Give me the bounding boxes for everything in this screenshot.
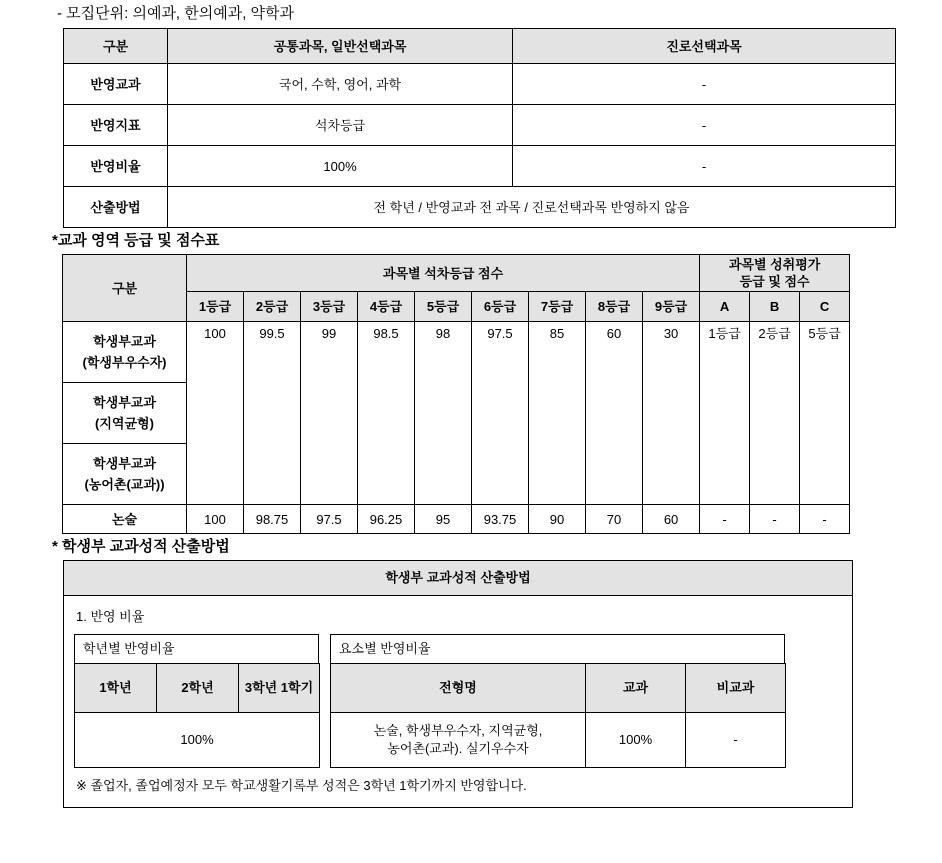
element-ratio-table (330, 663, 786, 768)
table-row (331, 713, 786, 768)
row-label-calculation-method: 산출방법 (64, 187, 168, 228)
cell-essay-rank-5: 95 (415, 505, 472, 534)
cell-essay-rank-8: 70 (586, 505, 643, 534)
grade-ratio-table (74, 663, 320, 768)
cell-admission-type-names (331, 713, 586, 768)
element-ratio-block (330, 634, 786, 768)
row-label-line1: 학생부교과 (93, 456, 156, 471)
recruitment-unit-line: - 모집단위: 의예과, 한의예과, 약학과 (57, 5, 295, 22)
cell-rank-8-merged: 60 (586, 322, 643, 505)
cell-noncurricular-ratio: - (686, 713, 786, 768)
table-row (75, 713, 320, 768)
grade-ratio-block (74, 634, 320, 768)
table-group-header-row (63, 255, 850, 292)
header-rank-4: 4등급 (358, 292, 415, 322)
subject-reflection-table (63, 28, 896, 228)
table-row (63, 505, 850, 534)
admission-type-line2: 농어촌(교과). 실기우수자 (387, 741, 529, 756)
calc-method-section-heading: * 학생부 교과성적 산출방법 (52, 538, 230, 555)
cell-achievement-b-merged: 2등급 (750, 322, 800, 505)
cell-rank-9-merged: 30 (643, 322, 700, 505)
cell-common-reflected-index: 석차등급 (168, 105, 513, 146)
header-division: 구분 (63, 255, 187, 322)
cell-rank-1-merged: 100 (187, 322, 244, 505)
header-group-achievement-line1: 과목별 성취평가 (728, 257, 821, 272)
row-label-line1: 학생부교과 (93, 395, 156, 410)
cell-common-reflected-ratio: 100% (168, 146, 513, 187)
table-row (64, 64, 896, 105)
row-label-essay: 논술 (63, 505, 187, 534)
cell-essay-achievement-b: - (750, 505, 800, 534)
table-row (63, 322, 850, 383)
cell-rank-3-merged: 99 (301, 322, 358, 505)
subject-reflection-table-wrap (0, 28, 942, 228)
header-group-achievement-line2: 등급 및 점수 (739, 274, 810, 289)
cell-career-reflected-index: - (513, 105, 896, 146)
cell-achievement-a-merged: 1등급 (700, 322, 750, 505)
header-common-subjects: 공통과목, 일반선택과목 (168, 29, 513, 64)
calc-body-row (64, 596, 853, 808)
calc-method-table-wrap (0, 560, 942, 808)
calc-title-row (64, 561, 853, 596)
table-header-row (64, 29, 896, 64)
cell-career-reflected-subject: - (513, 64, 896, 105)
calc-method-body (64, 596, 853, 808)
grade-score-section-heading: *교과 영역 등급 및 점수표 (52, 232, 220, 249)
header-rank-2: 2등급 (244, 292, 301, 322)
header-group-rank-score: 과목별 석차등급 점수 (187, 255, 700, 292)
calc-method-table (63, 560, 853, 808)
cell-essay-rank-6: 93.75 (472, 505, 529, 534)
header-rank-1: 1등급 (187, 292, 244, 322)
cell-rank-2-merged: 99.5 (244, 322, 301, 505)
header-achievement-c: C (800, 292, 850, 322)
header-rank-7: 7등급 (529, 292, 586, 322)
header-grade-2: 2학년 (157, 664, 239, 713)
header-admission-type: 전형명 (331, 664, 586, 713)
table-row (64, 105, 896, 146)
table-row (64, 187, 896, 228)
cell-essay-achievement-a: - (700, 505, 750, 534)
calc-method-title: 학생부 교과성적 산출방법 (64, 561, 853, 596)
row-label-student-record-regional (63, 383, 187, 444)
cell-essay-rank-2: 98.75 (244, 505, 301, 534)
grade-ratio-caption: 학년별 반영비율 (74, 634, 319, 663)
calc-method-note: ※ 졸업자, 졸업예정자 모두 학교생활기록부 성적은 3학년 1학기까지 반영합니다. (76, 778, 527, 793)
header-grade-1: 1학년 (75, 664, 157, 713)
header-achievement-b: B (750, 292, 800, 322)
table-header-row (331, 664, 786, 713)
row-label-reflected-subject: 반영교과 (64, 64, 168, 105)
header-rank-5: 5등급 (415, 292, 472, 322)
cell-essay-rank-7: 90 (529, 505, 586, 534)
admission-type-line1: 논술, 학생부우수자, 지역균형, (373, 723, 543, 738)
header-grade-3-sem-1: 3학년 1학기 (239, 664, 320, 713)
grade-score-table-wrap (0, 254, 942, 534)
cell-career-reflected-ratio: - (513, 146, 896, 187)
cell-common-reflected-subject: 국어, 수학, 영어, 과학 (168, 64, 513, 105)
cell-rank-5-merged: 98 (415, 322, 472, 505)
row-label-reflected-ratio: 반영비율 (64, 146, 168, 187)
calc-item1-label: 1. 반영 비율 (76, 609, 145, 624)
row-label-line2: (학생부우수자) (82, 355, 167, 370)
cell-rank-7-merged: 85 (529, 322, 586, 505)
cell-calculation-method: 전 학년 / 반영교과 전 과목 / 진로선택과목 반영하지 않음 (168, 187, 896, 228)
row-label-student-record-rural (63, 444, 187, 505)
header-rank-3: 3등급 (301, 292, 358, 322)
header-noncurricular: 비교과 (686, 664, 786, 713)
row-label-line2: (지역균형) (95, 416, 154, 431)
table-row (64, 146, 896, 187)
cell-essay-rank-4: 96.25 (358, 505, 415, 534)
ratio-tables-group (74, 634, 842, 768)
cell-essay-rank-1: 100 (187, 505, 244, 534)
cell-achievement-c-merged: 5등급 (800, 322, 850, 505)
header-career-subjects: 진로선택과목 (513, 29, 896, 64)
header-rank-6: 6등급 (472, 292, 529, 322)
row-label-student-record-excellence (63, 322, 187, 383)
cell-grade-ratio-value: 100% (75, 713, 320, 768)
row-label-reflected-index: 반영지표 (64, 105, 168, 146)
grade-score-table (62, 254, 850, 534)
header-group-achievement (700, 255, 850, 292)
header-rank-9: 9등급 (643, 292, 700, 322)
row-label-line1: 학생부교과 (93, 334, 156, 349)
cell-essay-achievement-c: - (800, 505, 850, 534)
header-rank-8: 8등급 (586, 292, 643, 322)
header-curricular: 교과 (586, 664, 686, 713)
row-label-line2: (농어촌(교과)) (84, 477, 165, 492)
header-achievement-a: A (700, 292, 750, 322)
cell-essay-rank-3: 97.5 (301, 505, 358, 534)
cell-rank-6-merged: 97.5 (472, 322, 529, 505)
table-header-row (75, 664, 320, 713)
cell-curricular-ratio: 100% (586, 713, 686, 768)
element-ratio-caption: 요소별 반영비율 (330, 634, 785, 663)
cell-essay-rank-9: 60 (643, 505, 700, 534)
header-division: 구분 (64, 29, 168, 64)
cell-rank-4-merged: 98.5 (358, 322, 415, 505)
